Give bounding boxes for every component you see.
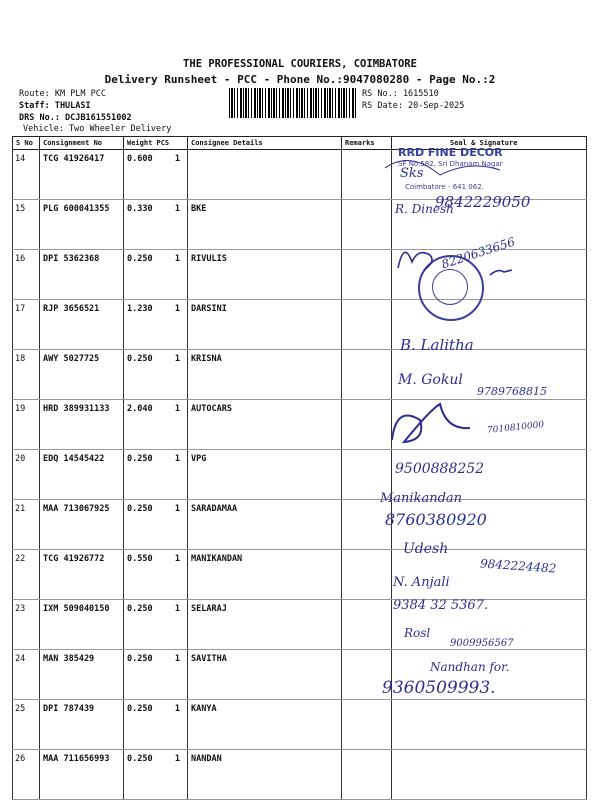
consignment-cell: DPI 787439 <box>40 700 124 750</box>
consignee-cell: RIVULIS <box>188 250 342 300</box>
consignment-cell: EDQ 14545422 <box>40 450 124 500</box>
consignee-cell: AUTOCARS <box>188 400 342 450</box>
sno-cell: 25 <box>13 700 40 750</box>
col-consignee-header: Consignee Details <box>188 137 342 150</box>
consignee-cell: VPG <box>188 450 342 500</box>
consignee-cell: NANDAN <box>188 750 342 800</box>
sno-cell: 19 <box>13 400 40 450</box>
route-label: Route: KM PLM PCC <box>19 89 106 99</box>
sno-cell: 17 <box>13 300 40 350</box>
consignment-cell: PLG 600041355 <box>40 200 124 250</box>
consignee-cell: KRISNA <box>188 350 342 400</box>
weight-value: 0.550 <box>127 554 153 564</box>
pcs-value: 1 <box>174 604 180 614</box>
pcs-value: 1 <box>174 504 180 514</box>
signature-scribble-row-20 <box>392 404 470 442</box>
pcs-value: 1 <box>174 304 180 314</box>
sno-cell: 26 <box>13 750 40 800</box>
signature-row-14: Sks <box>400 166 424 181</box>
weight-value: 0.250 <box>127 704 153 714</box>
pcs-value: 1 <box>174 204 180 214</box>
pcs-value: 1 <box>174 454 180 464</box>
weight-value: 0.600 <box>127 154 153 164</box>
pcs-value: 1 <box>174 704 180 714</box>
phone-row-22: 8760380920 <box>385 510 487 529</box>
consignee-cell: DARSINI <box>188 300 342 350</box>
weight-value: 0.250 <box>127 504 153 514</box>
phone-row-19: 9789768815 <box>477 385 547 398</box>
rs-date: RS Date: 20-Sep-2025 <box>362 101 465 111</box>
consignment-cell: MAA 711656993 <box>40 750 124 800</box>
phone-row-16: 8220633656 <box>439 234 517 272</box>
runsheet-subtitle: Delivery Runsheet - PCC - Phone No.:9047080280 - Page No.:2 <box>104 73 496 86</box>
sno-cell: 23 <box>13 600 40 650</box>
sno-cell: 15 <box>13 200 40 250</box>
consignee-cell: MANIKANDAN <box>188 550 342 600</box>
signature-scribble-row-14 <box>385 160 500 175</box>
sno-cell: 24 <box>13 650 40 700</box>
stamp-company-name: RRD FINE DECOR <box>398 146 503 159</box>
staff-label: Staff: THULASI <box>19 101 91 111</box>
company-title: THE PROFESSIONAL COURIERS, COIMBATORE <box>183 58 417 70</box>
weight-value: 0.250 <box>127 254 153 264</box>
pcs-value: 1 <box>174 154 180 164</box>
consignment-cell: TCG 41926417 <box>40 150 124 200</box>
signature-row-23: Udesh <box>403 541 449 557</box>
stamp-address-line: SF No.582, Sri Dhanam Nagar <box>398 160 503 168</box>
stamp-city-line: Coimbatore - 641 062. <box>405 183 484 191</box>
consignment-cell: DPI 5362368 <box>40 250 124 300</box>
consignment-cell: HRD 389931133 <box>40 400 124 450</box>
consignee-cell: SARADAMAA <box>188 500 342 550</box>
weight-value: 0.250 <box>127 454 153 464</box>
pcs-value: 1 <box>174 554 180 564</box>
signature-row-25: Rosl <box>404 626 431 640</box>
consignment-cell: IXM 509040150 <box>40 600 124 650</box>
sno-cell: 16 <box>13 250 40 300</box>
pcs-value: 1 <box>174 354 180 364</box>
rs-number: RS No.: 1615510 <box>362 89 439 99</box>
phone-row-24: 9384 32 5367. <box>393 598 489 613</box>
signature-row-18: B. Lalitha <box>400 336 474 354</box>
sno-cell: 14 <box>13 150 40 200</box>
phone-row-26: 9360509993. <box>382 678 496 698</box>
drs-number: DRS No.: DCJB161551002 <box>19 113 132 123</box>
weight-value: 1.230 <box>127 304 153 314</box>
consignee-cell: BKE <box>188 200 342 250</box>
consignment-cell: MAN 385429 <box>40 650 124 700</box>
signature-row-24: N. Anjali <box>393 575 450 590</box>
weight-value: 0.250 <box>127 754 153 764</box>
vehicle-label: Vehicle: Two Wheeler Delivery <box>23 124 172 134</box>
consignment-cell: RJP 3656521 <box>40 300 124 350</box>
phone-row-21: 9500888252 <box>395 461 485 477</box>
col-consignment-header: Consignment No <box>40 137 124 150</box>
consignee-cell: KANYA <box>188 700 342 750</box>
sno-cell: 22 <box>13 550 40 600</box>
weight-value: 0.250 <box>127 604 153 614</box>
phone-row-23: 9842224482 <box>479 556 557 576</box>
signature-row-26: Nandhan for. <box>430 660 510 674</box>
consignment-cell: TCG 41926772 <box>40 550 124 600</box>
signature-row-19: M. Gokul <box>398 372 463 388</box>
pcs-value: 1 <box>174 404 180 414</box>
signature-row-22: Manikandan <box>380 491 463 506</box>
consignee-cell: SAVITHA <box>188 650 342 700</box>
consignee-cell: SELARAJ <box>188 600 342 650</box>
phone-row-25: 9009956567 <box>450 638 514 649</box>
consignment-cell: MAA 713067925 <box>40 500 124 550</box>
phone-row-15: 9842229050 <box>435 193 531 211</box>
signature-row-15: R. Dinesh <box>395 202 454 216</box>
col-remarks-header: Remarks <box>342 137 392 150</box>
col-seal-header: Seal & Signature <box>392 137 587 150</box>
col-sno-header: S No <box>13 137 40 150</box>
pcs-value: 1 <box>174 654 180 664</box>
pcs-value: 1 <box>174 254 180 264</box>
weight-value: 2.040 <box>127 404 153 414</box>
signature-scribble-row-16 <box>398 252 432 270</box>
signature-scribble-row-17 <box>490 270 512 275</box>
pcs-value: 1 <box>174 754 180 764</box>
sno-cell: 18 <box>13 350 40 400</box>
consignment-cell: AWY 5027725 <box>40 350 124 400</box>
col-weight-pcs-header: Weight PCS <box>124 137 188 150</box>
sno-cell: 21 <box>13 500 40 550</box>
sno-cell: 20 <box>13 450 40 500</box>
weight-value: 0.330 <box>127 204 153 214</box>
weight-value: 0.250 <box>127 354 153 364</box>
phone-row-20: 7010810000 <box>486 420 545 436</box>
weight-value: 0.250 <box>127 654 153 664</box>
